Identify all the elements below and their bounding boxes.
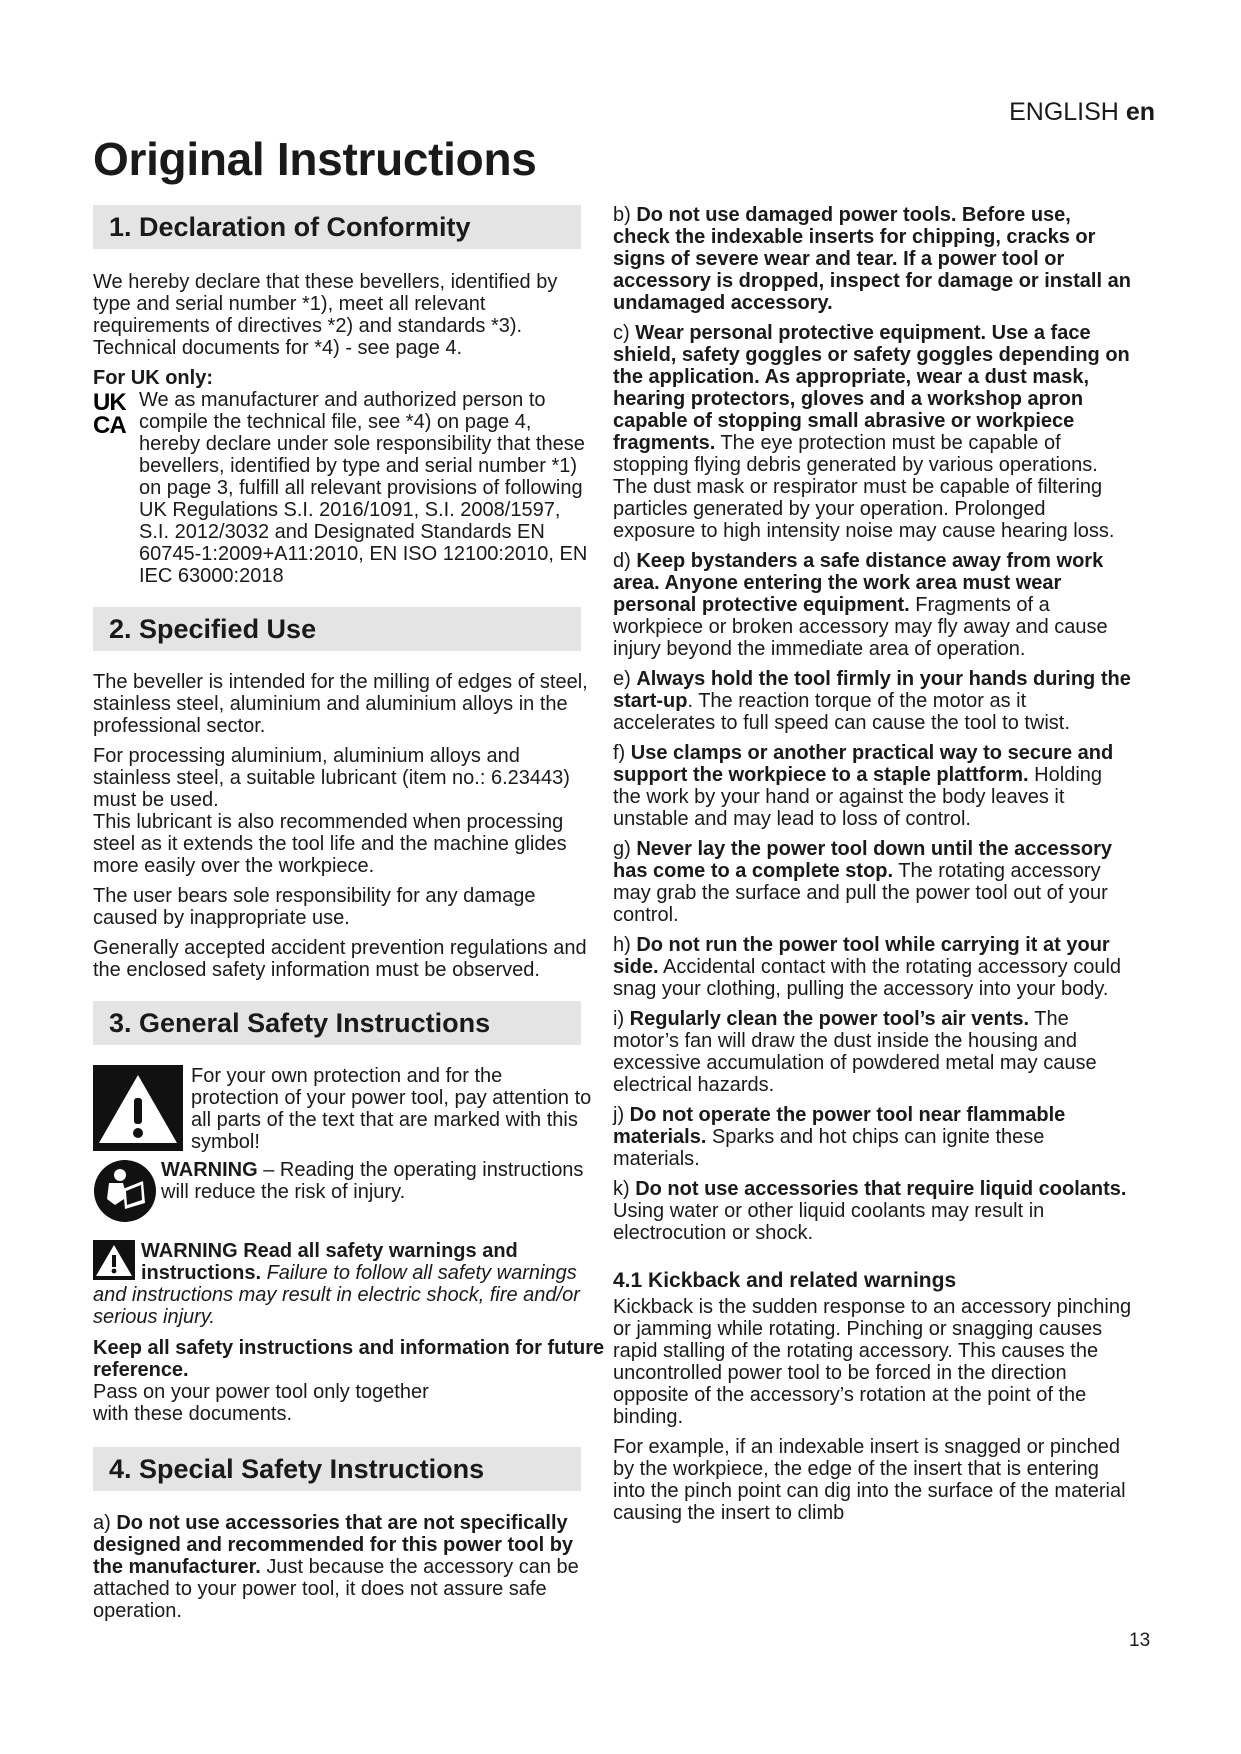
special-safety-item-e: e) Always hold the tool firmly in your hands during the start-up. The reaction torque of the motor as it accelerates to full speed can cause the tool to twist. bbox=[613, 668, 1131, 734]
page-number: 13 bbox=[1129, 1630, 1151, 1651]
safety-warning-block bbox=[93, 1240, 593, 1328]
declaration-text: We hereby declare that these bevellers, identified by type and serial number *1), meet all relevant requirements of directives *2) and standards *3). Technical documents for *4) - see page 4. bbox=[93, 271, 558, 359]
special-safety-item-i: i) Regularly clean the power tool’s air vents. The motor’s fan will draw the dust inside the housing and excessive accumulation of powdered metal may cause electrical hazards. bbox=[613, 1008, 1097, 1096]
special-safety-item-j: j) Do not operate the power tool near flammable materials. Sparks and hot chips can ignite these materials. bbox=[613, 1104, 1066, 1170]
right-column bbox=[613, 204, 1133, 1524]
special-safety-item-a: a) Do not use accessories that are not specifically designed and recommended for this power tool by the manufacturer. Just because the accessory can be attached to your power tool, it does not assure safe operation. bbox=[93, 1512, 579, 1622]
section-heading-general-safety: 3. General Safety Instructions bbox=[93, 1001, 581, 1045]
manual-warning-body: – Reading the operating instructions will reduce the risk of injury. bbox=[161, 1159, 584, 1203]
svg-text:UK: UK bbox=[93, 389, 126, 416]
specified-use-text-4: The user bears sole responsibility for any damage caused by inappropriate use. bbox=[93, 885, 536, 929]
special-safety-item-b: b) Do not use damaged power tools. Before use, check the indexable inserts for chipping, cracks or signs of severe wear and tear. If a power tool or accessory is dropped, inspect for damage or install an undamaged accessory. bbox=[613, 204, 1131, 314]
uk-declaration-text: We as manufacturer and authorized person to compile the technical file, see *4) on page 4, hereby declare under sole responsibility that these bevellers, identified by type and serial number *1) on page 3, fulfill all relevant provisions of following UK Regulations S.I. 2016/1091, S.I. 2008/1597, S.I. 2012/3032 and Designated Standards EN 60745-1:2009+A11:2010, EN ISO 12100:2010, EN IEC 63000:2018 bbox=[139, 389, 588, 587]
pass-on-text: Pass on your power tool only together with these documents. bbox=[93, 1381, 429, 1425]
keep-instructions-text: Keep all safety instructions and information for future reference. bbox=[93, 1337, 605, 1381]
ukca-mark-icon bbox=[93, 389, 139, 587]
manual-warning bbox=[93, 1159, 593, 1228]
specified-use-text-3: This lubricant is also recommended when processing steel as it extends the tool life and the machine glides more easily over the workpiece. bbox=[93, 811, 567, 877]
warning-triangle-icon bbox=[93, 1065, 183, 1151]
specified-use-text-1: The beveller is intended for the milling of edges of steel, stainless steel, aluminium and aluminium alloys in the professional sector. bbox=[93, 671, 588, 737]
kickback-text-2: For example, if an indexable insert is snagged or pinched by the workpiece, the edge of the insert that is entering into the pinch point can dig into the surface of the material causing the insert to climb bbox=[613, 1436, 1126, 1524]
language-code: en bbox=[1125, 98, 1155, 126]
safety-warning-italic: Failure to follow all safety warnings and instructions may result in electric shock, fire and/or serious injury. bbox=[93, 1262, 580, 1328]
special-safety-item-g: g) Never lay the power tool down until the accessory has come to a complete stop. The rotating accessory may grab the surface and pull the power tool out of your control. bbox=[613, 838, 1113, 926]
subsection-heading-kickback: 4.1 Kickback and related warnings bbox=[613, 1269, 957, 1292]
uk-declaration bbox=[93, 389, 593, 587]
uk-heading: For UK only: bbox=[93, 367, 213, 389]
symbol-notice-text: For your own protection and for the protection of your power tool, pay attention to all parts of the text that are marked with this symbol! bbox=[191, 1065, 592, 1153]
small-warning-triangle-icon bbox=[93, 1240, 135, 1280]
page-title: Original Instructions bbox=[93, 133, 537, 185]
special-safety-item-k: k) Do not use accessories that require liquid coolants. Using water or other liquid coolants may result in electrocution or shock. bbox=[613, 1178, 1127, 1244]
special-safety-item-f: f) Use clamps or another practical way to secure and support the workpiece to a staple plattform. Holding the work by your hand or against the body leaves it unstable and may lead to loss of control. bbox=[613, 742, 1114, 830]
special-safety-item-h: h) Do not run the power tool while carrying it at your side. Accidental contact with the rotating accessory could snag your clothing, pulling the accessory into your body. bbox=[613, 934, 1122, 1000]
manual-warning-label: WARNING bbox=[161, 1159, 258, 1181]
section-heading-declaration: 1. Declaration of Conformity bbox=[93, 205, 581, 249]
safety-warning-bold: WARNING Read all safety warnings and instructions. bbox=[141, 1240, 518, 1284]
manual-warning-text bbox=[161, 1159, 593, 1203]
svg-text:CA: CA bbox=[93, 412, 126, 435]
section-heading-special-safety: 4. Special Safety Instructions bbox=[93, 1447, 581, 1491]
section-heading-specified-use: 2. Specified Use bbox=[93, 607, 581, 651]
specified-use-text-2: For processing aluminium, aluminium alloys and stainless steel, a suitable lubricant (item no.: 6.23443) must be used. bbox=[93, 745, 570, 811]
language-name: ENGLISH bbox=[1009, 98, 1119, 126]
kickback-text-1: Kickback is the sudden response to an accessory pinching or jamming while rotating. Pinching or snagging causes rapid stalling of the rotating accessory. This causes the uncontrolled power tool to be forced in the direction opposite of the accessory’s rotation at the point of the binding. bbox=[613, 1296, 1132, 1428]
specified-use-text-5: Generally accepted accident prevention regulations and the enclosed safety information must be observed. bbox=[93, 937, 587, 981]
language-label bbox=[1009, 98, 1155, 127]
special-safety-item-d: d) Keep bystanders a safe distance away from work area. Anyone entering the work area must wear personal protective equipment. Fragments of a workpiece or broken accessory may fly away and cause injury beyond the immediate area of operation. bbox=[613, 550, 1108, 660]
left-column bbox=[93, 205, 605, 1622]
read-manual-icon bbox=[93, 1159, 157, 1228]
symbol-notice bbox=[93, 1065, 593, 1153]
special-safety-item-c: c) Wear personal protective equipment. Use a face shield, safety goggles or safety goggles depending on the application. As appropriate, wear a dust mask, hearing protectors, gloves and a workshop apron capable of stopping small abrasive or workpiece fragments. The eye protection must be capable of stopping flying debris generated by various operations. The dust mask or respirator must be capable of filtering particles generated by your operation. Prolonged exposure to high intensity noise may cause hearing loss. bbox=[613, 322, 1130, 542]
